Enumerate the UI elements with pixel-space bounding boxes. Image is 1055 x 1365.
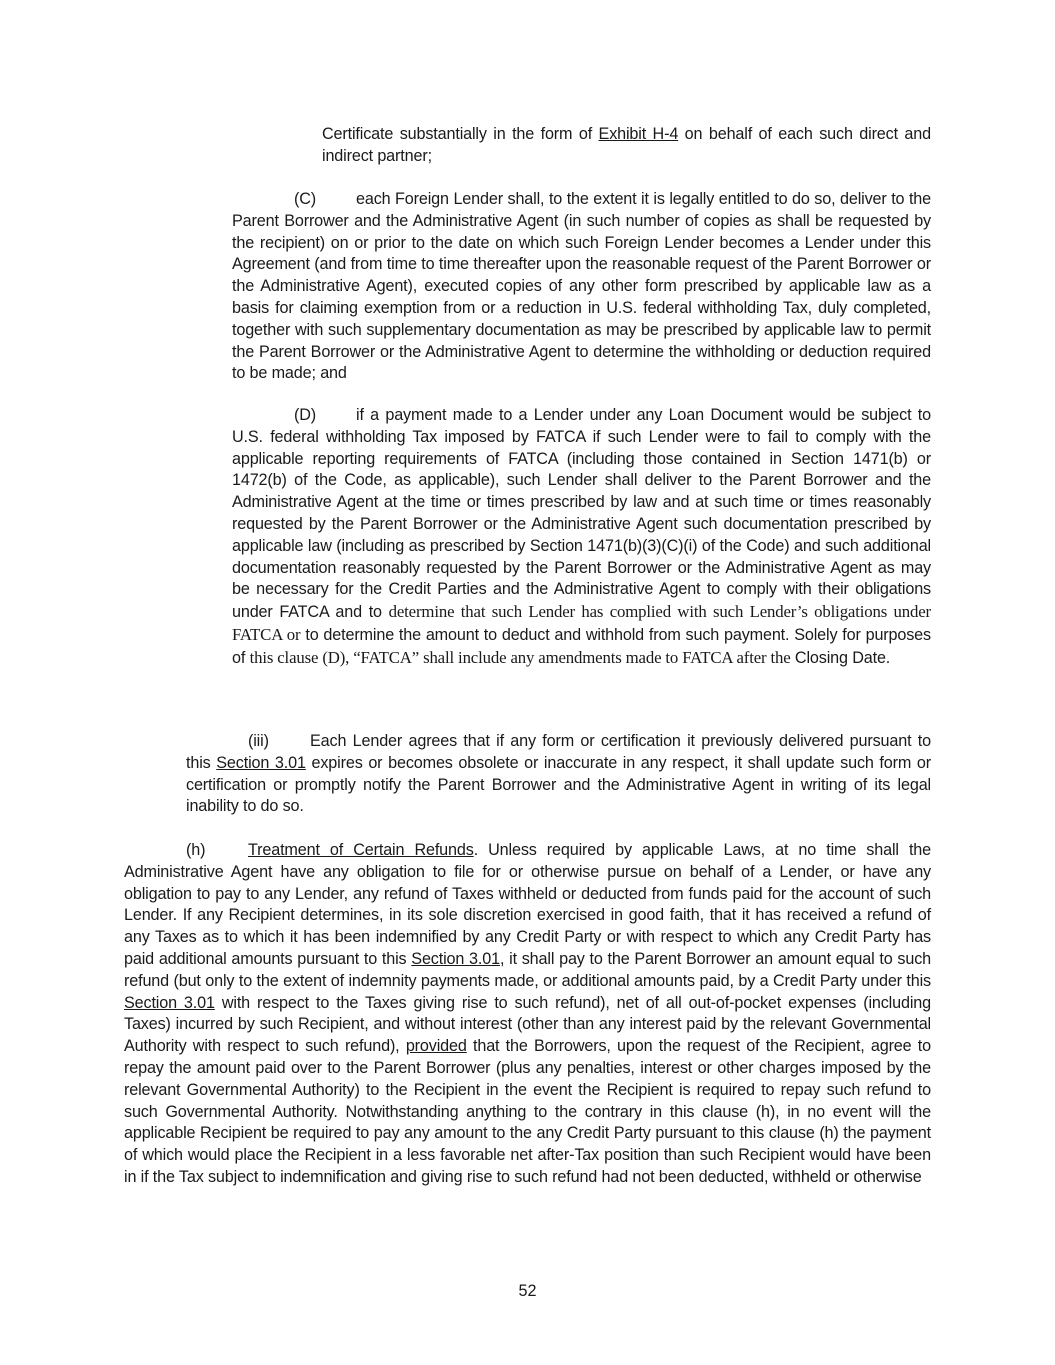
clause-h-paragraph	[124, 840, 931, 1189]
clause-h-heading: Treatment of Certain Refunds	[248, 841, 474, 859]
clause-d-text-2: to determine the amount to deduct and withhold from such payment. Solely for purposes of	[232, 625, 931, 667]
clause-h-label: (h)	[186, 841, 206, 859]
continuation-text-2: on behalf of each such direct and indirect partner;	[322, 125, 931, 165]
page-number: 52	[518, 1282, 537, 1300]
clause-c-label: (C)	[294, 190, 317, 208]
clause-d-text-1: if a payment made to a Lender under any Loan Document would be subject to U.S. federal withholding Tax imposed by FATCA if such Lender were to fail to comply with the applicable reporting requirements of FATCA (including those contained in Section 1471(b) or 1472(b) of the Code, as applicable), such Lender shall deliver to the Parent Borrower and the Administrative Agent at the time or times prescribed by law and at such time or times reasonably requested by the Parent Borrower or the Administrative Agent such documentation prescribed by applicable law (including as prescribed by Section 1471(b)(3)(C)(i) of the Code) and such additional documentation reasonably requested by the Parent Borrower or the Administrative Agent as may be necessary for the Credit Parties and the Administrative Agent to comply with their obligations under FATCA and to	[232, 406, 931, 622]
clause-h-text-2: , it shall pay to the Parent Borrower an amount equal to such refund (but only to the extent of indemnity payments made, or additional amounts paid, by a Credit Party under this	[124, 949, 931, 990]
clause-h-text-1: . Unless required by applicable Laws, at no time shall the Administrative Agent have any obligation to file for or otherwise pursue on behalf of a Lender, or have any obligation to pay to any Lender, any refund of Taxes withheld or deducted from funds paid for the account of such Lender. If any Recipient determines, in its sole discretion exercised in good faith, that it has received a refund of any Taxes as to which it has been indemnified by any Credit Party or with respect to which any Credit Party has paid additional amounts pursuant to this	[124, 841, 931, 968]
clause-d-serif-text-2: this clause (D), “FATCA” shall include any amendments made to FATCA after the	[249, 647, 791, 667]
provided-term: provided	[405, 1037, 467, 1056]
clause-d-text-3: Closing Date.	[790, 648, 891, 667]
section-reference: Section 3.01	[216, 753, 306, 772]
clause-h-text-3: with respect to the Taxes giving rise to such refund), net of all out-of-pocket expenses (including Taxes) incurred by such Recipient, and without interest (other than any interest paid by the relevant Governmental Authority with respect to such refund),	[124, 993, 931, 1056]
clause-iii-text-2: expires or becomes obsolete or inaccurate in any respect, it shall update such form or certification or promptly notify the Parent Borrower and the Administrative Agent in writing of its legal inability to do so.	[186, 753, 931, 816]
continuation-paragraph	[322, 124, 931, 168]
clause-iii-text-1: Each Lender agrees that if any form or certification it previously delivered pursuant to this	[186, 732, 931, 772]
section-reference: Section 3.01	[411, 949, 500, 968]
continuation-text-1: Certificate substantially in the form of	[322, 125, 599, 143]
clause-iii-paragraph	[186, 731, 931, 818]
clause-iii-label: (iii)	[248, 732, 269, 750]
exhibit-reference: Exhibit H-4	[598, 125, 679, 143]
clause-d-label: (D)	[294, 406, 317, 424]
clause-c-paragraph	[232, 189, 931, 385]
clause-c-text: each Foreign Lender shall, to the extent it is legally entitled to do so, deliver to the Parent Borrower and the Administrative Agent (in such number of copies as shall be requested by the recipient) on or prior to the date on which such Foreign Lender becomes a Lender under this Agreement (and from time to time thereafter upon the reasonable request of the Parent Borrower or the Administrative Agent), executed copies of any other form prescribed by applicable law as a basis for claiming exemption from or a reduction in U.S. federal withholding Tax, duly completed, together with such supplementary documentation as may be prescribed by applicable law to permit the Parent Borrower or the Administrative Agent to determine the withholding or deduction required to be made; and	[232, 190, 931, 383]
clause-d-serif-text-1: determine that such Lender has complied with such Lender’s obligations under FATCA or	[232, 602, 931, 644]
clause-h-text-4: that the Borrowers, upon the request of the Recipient, agree to repay the amount paid over to the Parent Borrower (plus any penalties, interest or other charges imposed by the relevant Governmental Authority) to the Recipient in the event the Recipient is required to repay such refund to such Governmental Authority. Notwithstanding anything to the contrary in this clause (h), in no event will the applicable Recipient be required to pay any amount to the any Credit Party pursuant to this clause (h) the payment of which would place the Recipient in a less favorable net after-Tax position than such Recipient would have been in if the Tax subject to indemnification and giving rise to such refund had not been deducted, withheld or otherwise	[124, 1037, 931, 1186]
clause-d-paragraph	[232, 405, 931, 670]
section-reference: Section 3.01	[124, 993, 215, 1012]
